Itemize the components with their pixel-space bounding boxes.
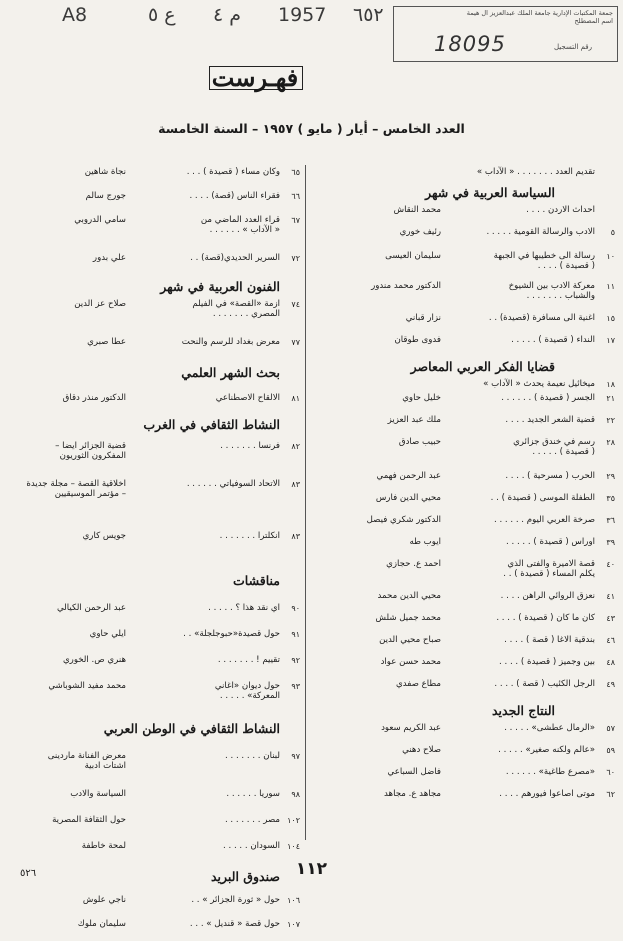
toc-entry [317,537,615,559]
corner-number: ٥٢٦ [20,868,37,879]
toc-entry [0,479,300,531]
entry-author: فدوى طوقان [394,335,441,345]
entry-author: هنري ص. الخوري [62,655,126,665]
toc-entry [317,745,615,767]
entry-author: اخلاقية القصة – مجلة جديدة – مؤتمر الموسيقيين [26,479,126,499]
column-divider [305,165,306,840]
entry-title: قراء العدد الماضي من « الآداب » . . . . . . [200,215,280,235]
entry-title: الادب والرسالة القومية . . . . . [486,227,595,237]
page-ref [595,167,615,168]
handwritten-mark: م ٤ [213,4,242,26]
entry-title: اغنية الى مسافرة (قصيدة) . . [488,313,595,323]
stamp-number: 18095 [434,32,506,56]
page-ref: ١٧ [606,336,615,345]
entry-title: نعزق الروائي الراهن . . . . [500,591,595,601]
entry-title: تقديم العدد . . . . . . . « الآداب » [476,167,595,177]
page-ref: ٩٧ [291,752,300,761]
entry-author: محمد حسن عواد [380,657,441,667]
entry-title: معرض بغداد للرسم والنحت [181,337,280,347]
entry-author: رئيف خوري [399,227,441,237]
toc-entry [317,251,615,281]
section-heading: مناقشات [233,573,280,588]
toc-entry [317,471,615,493]
page-ref: ٧٢ [291,254,300,263]
entry-author: ايوب طه [409,537,441,547]
page-ref: ١٠٢ [287,816,300,825]
toc-entry [0,751,300,789]
page-ref: ٩١ [291,630,300,639]
page-ref: ٩٠ [291,604,300,613]
page-ref: ٨٣ [291,532,300,541]
page-ref: ٦٢ [606,790,615,799]
entry-author: صلاح دهني [402,745,441,755]
page-ref: ٥ [610,228,615,237]
toc-entry [317,635,615,657]
page-ref: ٢٨ [606,438,615,447]
entry-title: بندقية الاغا ( قصة ) . . . . [504,635,595,645]
toc-entry [0,337,300,363]
toc-entry [317,613,615,635]
toc-entry [0,919,300,941]
entry-title: حول ديوان «اغاني المعركة» . . . . . [214,681,280,701]
entry-title: احداث الاردن . . . . [526,205,595,215]
page-ref: ٨١ [291,394,300,403]
entry-author: جويس كاري [82,531,126,541]
entry-title: الطفلة الموسى ( قصيدة ) . . [490,493,595,503]
section-heading: صندوق البريد [210,869,280,884]
entry-title: موتى اصاعوا فيورهم . . . . [499,789,595,799]
page-ref: ٧٧ [291,338,300,347]
page-ref: ٩٣ [291,682,300,691]
toc-entry [317,335,615,357]
page-ref: ٤٨ [606,658,615,667]
entry-title: «الرمال عطشى» . . . . . [504,723,595,733]
toc-entry [317,205,615,227]
entry-title: تقييم ! . . . . . . . [217,655,280,665]
toc-entry [317,415,615,437]
entry-title: «عالم ولكنه صغير» . . . . . [498,745,595,755]
entry-author: السياسة والادب [70,789,126,799]
toc-entry [317,767,615,789]
toc-entry [317,437,615,471]
entry-title: النداء ( قصيدة ) . . . . . [511,335,595,345]
entry-title: اي نقد هذا ؟ . . . . . [208,603,280,613]
section-heading: النشاط الثقافي في الوطن العربي [103,721,280,736]
entry-title: حول قصة « قنديل » . . . [189,919,280,929]
toc-entry [0,789,300,815]
entry-title: السرير الحديدي(قصة) . . [190,253,280,263]
page-ref: ١٠٧ [287,920,300,929]
entry-author: عبد الرحمن الكيالي [56,603,126,613]
page-ref [595,205,615,206]
page-ref: ٦٥ [291,168,300,177]
entry-title: حول قصيدة«حبوجلجلة» . . [183,629,280,639]
toc-entry [0,531,300,571]
entry-author: سامي الدروبي [74,215,126,225]
page-ref: ١٨ [606,380,615,389]
toc-entry [0,191,300,215]
page-ref: ١١ [606,282,615,291]
entry-author: عبد الرحمن فهمي [376,471,441,481]
page-ref: ٤٩ [606,680,615,689]
entry-author: ملك عبد العزيز [387,415,441,425]
page-ref: ١٥ [606,314,615,323]
entry-title: ميخائيل نعيمة يحدث « الآداب » [483,379,595,389]
page-ref: ٣٥ [606,494,615,503]
entry-author: فاضل السباعي [387,767,441,777]
toc-entry [317,679,615,701]
entry-author: عطا صبري [87,337,126,347]
page-ref: ٩٨ [291,790,300,799]
handwritten-mark: 1957 [278,4,327,26]
entry-title: لبنان . . . . . . . [225,751,280,761]
entry-title: الجسر ( قصيدة ) . . . . . . [501,393,595,403]
page-number: ١١٢ [295,859,328,879]
toc-entry [317,393,615,415]
section-heading: الفنون العربية في شهر [160,279,280,294]
entry-title: بين وجميز ( قصيدة ) . . . . [499,657,595,667]
entry-author: ناجي علوش [82,895,126,905]
entry-author: احمد ع. حجازي [386,559,441,569]
entry-title: رسم في خندق جزائري ( قصيدة ) . . . . . [513,437,595,457]
page-ref: ٩٢ [291,656,300,665]
entry-author: حبيب صادق [398,437,441,447]
toc-entry [0,655,300,681]
entry-author: الدكتور محمد مندور [371,281,441,291]
entry-title: الالقاح الاصطناعي [215,393,280,403]
page-ref: ٤٠ [606,560,615,569]
toc-entry [317,227,615,251]
toc-entry [0,603,300,629]
handwritten-mark: A8 [62,4,88,26]
issue-subtitle: العدد الخامس – أيار ( مايو ) ١٩٥٧ – السنة الخامسة [158,121,465,136]
title-container [199,56,311,98]
entry-title: رسالة الى خطيبها في الجبهة ( قصيدة ) . . . . [493,251,595,271]
stamp-line: اسم المصطلح [574,17,613,26]
entry-author: سليمان ملوك [77,919,126,929]
stamp-line: جمعة المكتبات الإدارية جامعة الملك عبدالعزيز ال هيمة [466,9,613,17]
entry-title: قضية الشعر الجديد . . . . [505,415,595,425]
entry-author: سليمان العيسى [385,251,441,261]
toc-entry [0,393,300,415]
page-ref: ٣٩ [606,538,615,547]
entry-author: محمد النقاش [393,205,441,215]
page-ref: ١٠ [606,252,615,261]
entry-title: الحرب ( مسرحية ) . . . . [505,471,595,481]
entry-title: صرخة العربي اليوم . . . . . . [493,515,595,525]
entry-author: مطاع صفدي [395,679,441,689]
entry-title: وكان مساء ( قصيدة ) . . . [186,167,280,177]
page-ref: ١٠٦ [287,896,300,905]
entry-author: الدكتور منذر دقاق [62,393,126,403]
entry-author: عبد الكريم سعود [381,723,441,733]
section-heading: النشاط الثقافي في الغرب [143,417,280,432]
entry-author: محمد مفيد الشوباشي [48,681,126,691]
toc-entry [317,591,615,613]
page-ref: ٥٩ [606,746,615,755]
section-heading: قضايا الفكر العربي المعاصر [410,359,555,374]
entry-author: الدكتور شكري فيصل [366,515,441,525]
toc-entry [0,215,300,253]
entry-title: كان ما كان ( قصيدة ) . . . . [496,613,595,623]
page-ref: ٢٢ [606,416,615,425]
page-ref: ٥٧ [606,724,615,733]
entry-author: قضية الجزائر ايضا – المفكرون الثوريون [55,441,126,461]
toc-entry [317,313,615,335]
toc-entry [0,895,300,919]
entry-author: حول الثقافة المصرية [52,815,126,825]
toc-entry [317,515,615,537]
toc-column-left [0,167,300,941]
toc-entry [0,299,300,337]
entry-author: علي بدور [92,253,126,263]
entry-title: انكلترا . . . . . . . [219,531,280,541]
toc-column-right [317,167,615,811]
entry-author: مجاهد ع. مجاهد [384,789,441,799]
library-stamp [393,6,618,62]
toc-entry [317,723,615,745]
page-ref: ٦٧ [291,216,300,225]
entry-author: محيي الدين محمد [377,591,441,601]
toc-entry [0,815,300,841]
entry-title: اوراس ( قصيدة ) . . . . . [506,537,595,547]
entry-author: نزار قباني [405,313,441,323]
handwritten-mark: ع ٥ [148,4,176,26]
page-ref: ٣٦ [606,516,615,525]
section-heading: بحث الشهر العلمي [181,365,280,380]
entry-title: السودان . . . . . [223,841,280,851]
entry-title: فرنسا . . . . . . . [220,441,280,451]
page-ref: ٦٠ [606,768,615,777]
entry-title: الرجل الكئيب ( قصة ) . . . . [494,679,595,689]
toc-entry [317,559,615,591]
toc-entry [0,253,300,277]
page-ref: ٤٦ [606,636,615,645]
page-ref: ٢١ [606,394,615,403]
toc-entry [0,629,300,655]
entry-author: نجاة شاهين [84,167,126,177]
entry-title: مصر . . . . . . . [224,815,280,825]
entry-author: خليل حاوي [402,393,441,403]
entry-title: ازمة «القصة» في الفيلم المصري . . . . . . . [192,299,280,319]
stamp-reg-label: رقم التسجيل [554,43,592,51]
entry-author: صلاح عز الدين [74,299,126,309]
page-ref: ٦٦ [291,192,300,201]
page-ref: ٧٤ [291,300,300,309]
toc-entry [317,379,615,393]
toc-entry [0,681,300,719]
page-ref: ٢٩ [606,472,615,481]
page-title: فهـرست [211,62,299,92]
entry-title: «مصرع طاغية» . . . . . . [505,767,595,777]
entry-author: محيي الدين فارس [375,493,441,503]
section-heading: السياسة العربية في شهر [425,185,555,200]
page-ref: ٤٣ [606,614,615,623]
entry-title: حول « ثورة الجزائر » . . [191,895,280,905]
section-heading: النتاج الجديد [491,703,555,718]
entry-title: الاتحاد السوفياتي . . . . . . [186,479,280,489]
entry-author: محمد جميل شلش [375,613,441,623]
toc-entry [317,493,615,515]
entry-author: جورج سالم [85,191,126,201]
toc-entry [317,789,615,811]
entry-author: لمحة خاطفة [81,841,126,851]
page-ref: ١٠٤ [287,842,300,851]
toc-entry [317,657,615,679]
toc-entry [0,441,300,479]
entry-author: صباح محيي الدين [379,635,441,645]
page-ref: ٨٢ [291,442,300,451]
entry-author: ايلي حاوي [89,629,126,639]
toc-entry [317,281,615,313]
toc-entry [0,167,300,191]
page-ref: ٨٣ [291,480,300,489]
page-ref: ٤١ [606,592,615,601]
entry-author: معرض الفنانة ماردينى اشتات ادبية [47,751,126,771]
handwritten-mark: ٦٥٢ [353,4,384,26]
entry-title: فقراء الناس (قصة) . . . . [189,191,280,201]
entry-title: قصة الاميرة والفتى الذي يكلم المساء ( قصيدة ) . . [503,559,595,579]
entry-title: معركة الادب بين الشيوخ والشباب . . . . . . . [508,281,595,301]
entry-title: سوريا . . . . . . [226,789,280,799]
toc-entry [317,167,615,183]
